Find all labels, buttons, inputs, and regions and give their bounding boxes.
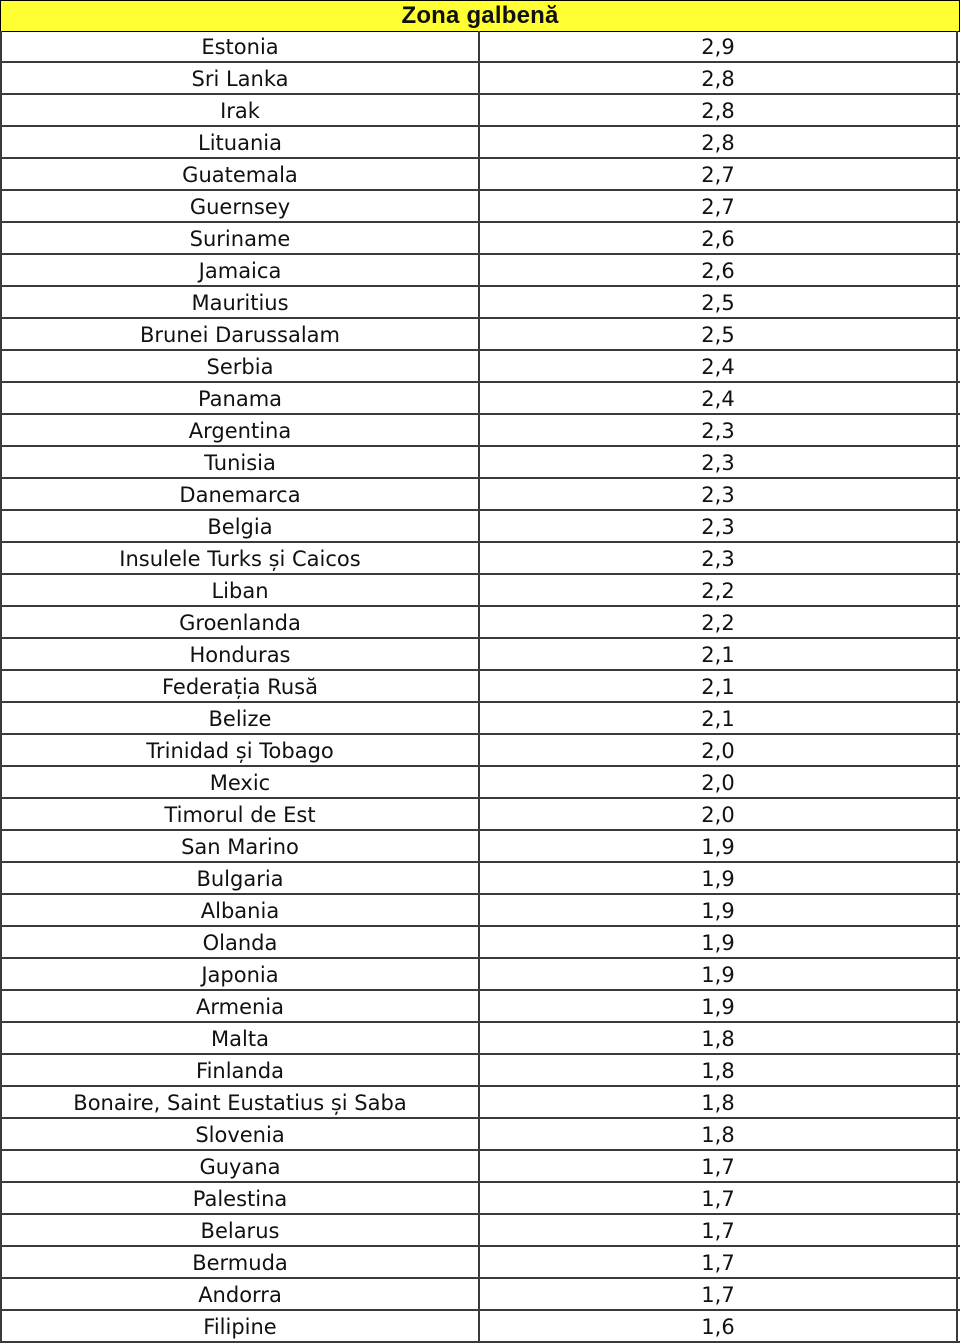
value-cell: 2,7	[480, 191, 958, 221]
table-row	[0, 1279, 960, 1311]
table-row	[0, 1247, 960, 1279]
table-row	[0, 319, 960, 351]
country-cell: Japonia	[0, 959, 480, 989]
table-row	[0, 927, 960, 959]
value-cell: 2,6	[480, 223, 958, 253]
value-cell: 1,6	[480, 1311, 958, 1341]
value-cell: 2,3	[480, 447, 958, 477]
country-cell: Bulgaria	[0, 863, 480, 893]
table-row	[0, 991, 960, 1023]
country-cell: Palestina	[0, 1183, 480, 1213]
country-cell: Bermuda	[0, 1247, 480, 1277]
value-cell: 2,1	[480, 671, 958, 701]
country-cell: Belarus	[0, 1215, 480, 1245]
value-cell: 2,2	[480, 575, 958, 605]
country-cell: Lituania	[0, 127, 480, 157]
country-cell: Armenia	[0, 991, 480, 1021]
table-body	[0, 31, 960, 1343]
country-cell: Insulele Turks și Caicos	[0, 543, 480, 573]
table-row	[0, 895, 960, 927]
table-row	[0, 63, 960, 95]
value-cell: 1,9	[480, 895, 958, 925]
table-row	[0, 671, 960, 703]
country-cell: Groenlanda	[0, 607, 480, 637]
country-cell: San Marino	[0, 831, 480, 861]
table-header	[0, 0, 960, 32]
country-cell: Jamaica	[0, 255, 480, 285]
table-row	[0, 191, 960, 223]
country-cell: Danemarca	[0, 479, 480, 509]
country-cell: Mexic	[0, 767, 480, 797]
value-cell: 2,5	[480, 287, 958, 317]
table-row	[0, 1151, 960, 1183]
table-row	[0, 31, 960, 63]
table-row	[0, 1055, 960, 1087]
value-cell: 2,1	[480, 639, 958, 669]
table-row	[0, 1311, 960, 1343]
table-row	[0, 639, 960, 671]
table-title: Zona galbenă	[401, 2, 559, 29]
table-row	[0, 383, 960, 415]
table-row	[0, 863, 960, 895]
table-row	[0, 1183, 960, 1215]
value-cell: 2,0	[480, 799, 958, 829]
value-cell: 1,8	[480, 1055, 958, 1085]
value-cell: 2,3	[480, 415, 958, 445]
value-cell: 2,3	[480, 511, 958, 541]
value-cell: 1,9	[480, 831, 958, 861]
country-cell: Guatemala	[0, 159, 480, 189]
country-cell: Trinidad și Tobago	[0, 735, 480, 765]
country-cell: Brunei Darussalam	[0, 319, 480, 349]
value-cell: 1,8	[480, 1023, 958, 1053]
table-row	[0, 607, 960, 639]
country-cell: Bonaire, Saint Eustatius și Saba	[0, 1087, 480, 1117]
value-cell: 2,9	[480, 31, 958, 61]
country-cell: Timorul de Est	[0, 799, 480, 829]
country-cell: Irak	[0, 95, 480, 125]
value-cell: 2,6	[480, 255, 958, 285]
country-cell: Federația Rusă	[0, 671, 480, 701]
table-row	[0, 831, 960, 863]
country-cell: Andorra	[0, 1279, 480, 1309]
table-row	[0, 1215, 960, 1247]
table-row	[0, 767, 960, 799]
table-row	[0, 575, 960, 607]
country-cell: Argentina	[0, 415, 480, 445]
value-cell: 1,8	[480, 1087, 958, 1117]
value-cell: 2,1	[480, 703, 958, 733]
country-cell: Panama	[0, 383, 480, 413]
table-row	[0, 511, 960, 543]
country-cell: Suriname	[0, 223, 480, 253]
table-row	[0, 223, 960, 255]
country-cell: Estonia	[0, 31, 480, 61]
value-cell: 2,0	[480, 767, 958, 797]
country-cell: Albania	[0, 895, 480, 925]
country-cell: Sri Lanka	[0, 63, 480, 93]
country-cell: Liban	[0, 575, 480, 605]
value-cell: 2,0	[480, 735, 958, 765]
table-row	[0, 1087, 960, 1119]
value-cell: 2,8	[480, 63, 958, 93]
country-cell: Slovenia	[0, 1119, 480, 1149]
country-cell: Mauritius	[0, 287, 480, 317]
value-cell: 1,7	[480, 1215, 958, 1245]
country-cell: Filipine	[0, 1311, 480, 1341]
value-cell: 1,8	[480, 1119, 958, 1149]
country-cell: Belize	[0, 703, 480, 733]
table-row	[0, 1023, 960, 1055]
value-cell: 1,9	[480, 959, 958, 989]
table-row	[0, 351, 960, 383]
value-cell: 2,4	[480, 351, 958, 381]
value-cell: 2,2	[480, 607, 958, 637]
value-cell: 1,7	[480, 1279, 958, 1309]
value-cell: 1,7	[480, 1183, 958, 1213]
country-cell: Finlanda	[0, 1055, 480, 1085]
table-row	[0, 703, 960, 735]
value-cell: 2,3	[480, 543, 958, 573]
value-cell: 2,3	[480, 479, 958, 509]
table-row	[0, 255, 960, 287]
table-row	[0, 95, 960, 127]
country-cell: Olanda	[0, 927, 480, 957]
country-cell: Guyana	[0, 1151, 480, 1181]
value-cell: 1,9	[480, 991, 958, 1021]
value-cell: 2,4	[480, 383, 958, 413]
value-cell: 2,8	[480, 95, 958, 125]
value-cell: 1,9	[480, 927, 958, 957]
country-cell: Belgia	[0, 511, 480, 541]
table-row	[0, 127, 960, 159]
table-row	[0, 1119, 960, 1151]
table-row	[0, 735, 960, 767]
value-cell: 2,7	[480, 159, 958, 189]
table-row	[0, 447, 960, 479]
value-cell: 2,8	[480, 127, 958, 157]
country-cell: Tunisia	[0, 447, 480, 477]
value-cell: 1,7	[480, 1247, 958, 1277]
value-cell: 1,7	[480, 1151, 958, 1181]
table-row	[0, 959, 960, 991]
table-row	[0, 799, 960, 831]
country-cell: Guernsey	[0, 191, 480, 221]
value-cell: 2,5	[480, 319, 958, 349]
table-row	[0, 543, 960, 575]
country-cell: Serbia	[0, 351, 480, 381]
value-cell: 1,9	[480, 863, 958, 893]
table-row	[0, 415, 960, 447]
table-row	[0, 479, 960, 511]
table-row	[0, 287, 960, 319]
country-cell: Malta	[0, 1023, 480, 1053]
country-cell: Honduras	[0, 639, 480, 669]
table-row	[0, 159, 960, 191]
